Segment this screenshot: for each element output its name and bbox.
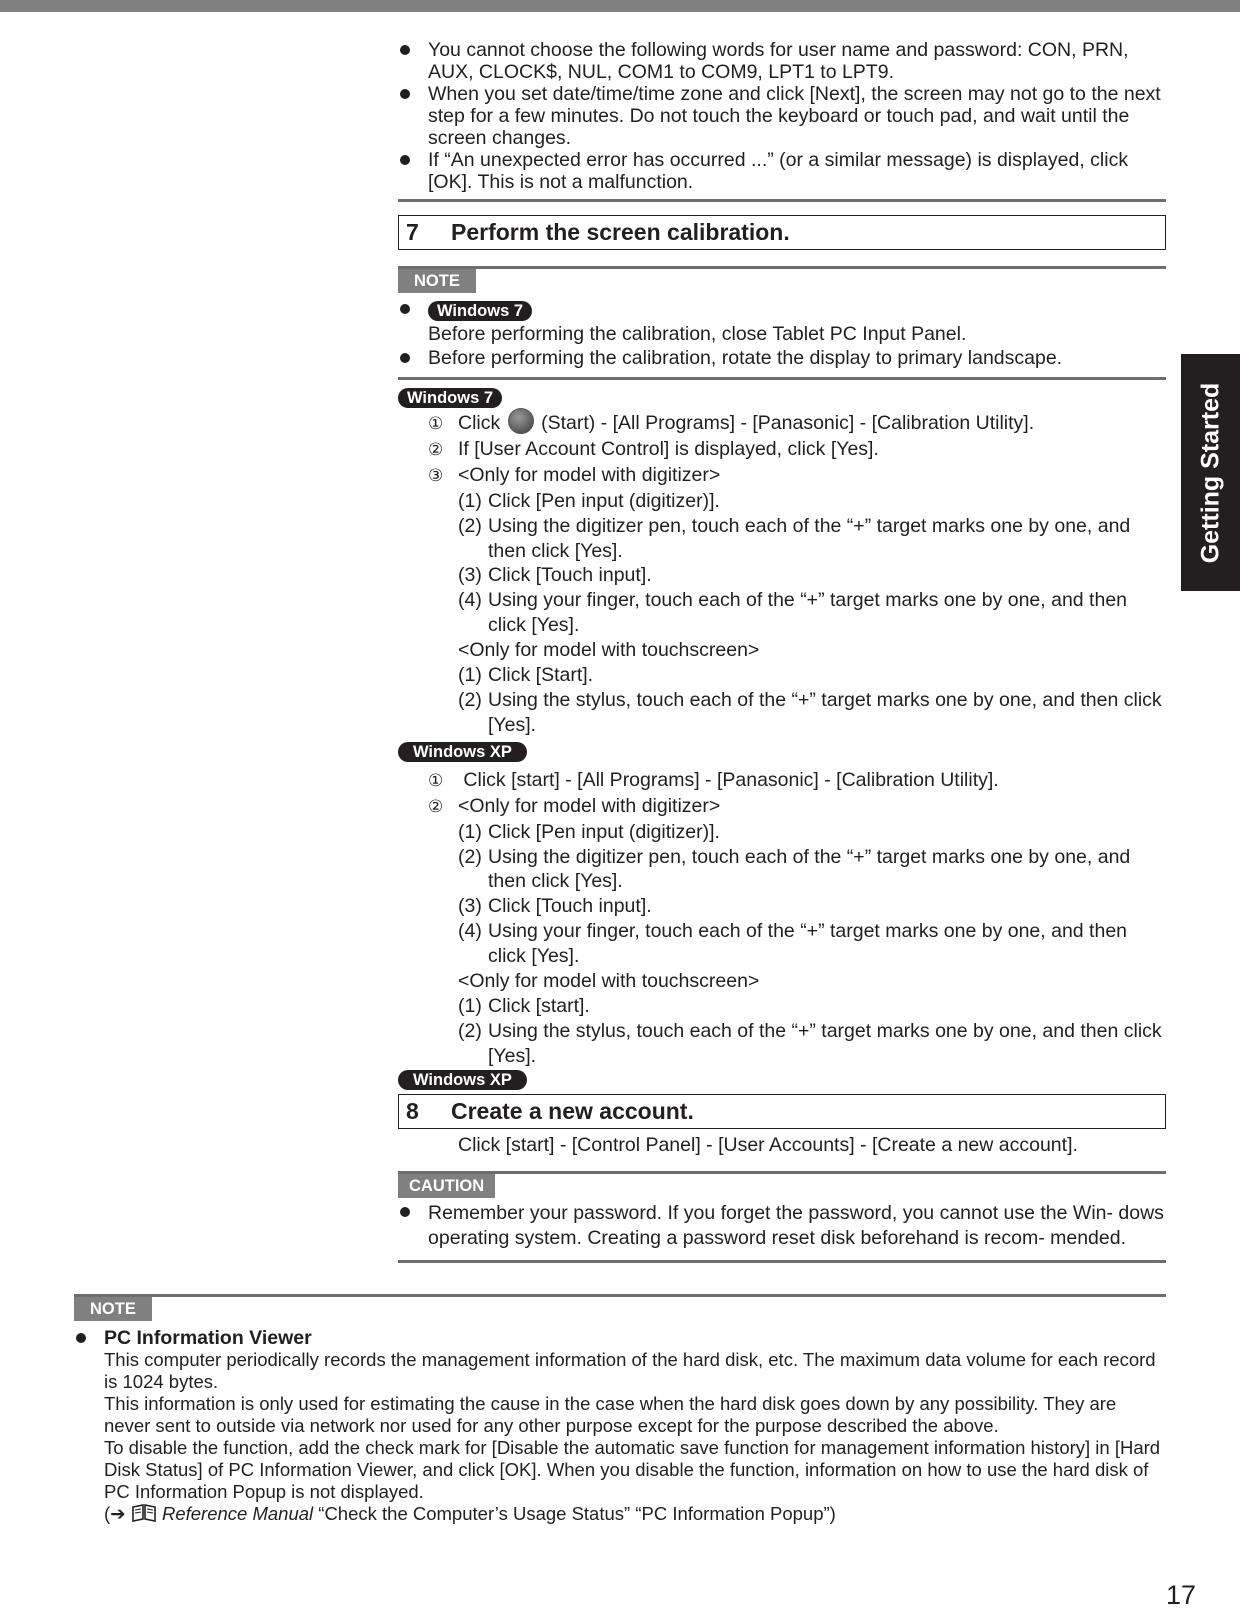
step-marker: ② <box>428 796 444 816</box>
step-line <box>398 408 1166 437</box>
step-line <box>398 463 1166 489</box>
reference-line <box>104 1503 1166 1526</box>
sub-step-text: Click [Touch input]. <box>488 895 652 918</box>
note-label: NOTE <box>398 269 476 293</box>
sub-step <box>398 588 1166 638</box>
sub-step-text: Using your finger, touch each of the “+” target marks one by one, and then click [Yes]. <box>488 589 1128 637</box>
sub-step <box>398 919 1166 969</box>
sub-step <box>398 563 1166 588</box>
list-item <box>398 298 1166 346</box>
list-item: Before performing the calibration, rotate the display to primary landscape. <box>398 347 1166 369</box>
note-bar <box>74 1294 1166 1321</box>
sub-step <box>398 663 1166 688</box>
divider <box>398 199 1166 202</box>
sub-step <box>398 489 1166 514</box>
step-text: <Only for model with digitizer> <box>458 794 721 817</box>
windows-7-badge: Windows 7 <box>398 388 502 408</box>
reference-text: “Check the Computer’s Usage Status” “PC Information Popup”) <box>318 1503 836 1524</box>
note-bar <box>398 266 1166 293</box>
sub-step-number: (1) <box>458 994 482 1017</box>
sub-step-text: Using the digitizer pen, touch each of the “+” target marks one by one, and then click [Yes]. <box>488 845 1131 893</box>
sub-step-text: Using your finger, touch each of the “+” target marks one by one, and then click [Yes]. <box>488 920 1128 968</box>
page-number: 17 <box>1166 1580 1197 1610</box>
sub-step-number: (2) <box>458 1019 482 1042</box>
caution-label: CAUTION <box>398 1174 495 1198</box>
step-marker: ② <box>428 439 444 459</box>
touchscreen-heading: <Only for model with touchscreen> <box>458 970 760 993</box>
step-8-text: Click [start] - [Control Panel] - [User Accounts] - [Create a new account]. <box>458 1133 1078 1156</box>
note-text: Before performing the calibration, close Tablet PC Input Panel. <box>428 323 967 345</box>
sub-step <box>398 894 1166 919</box>
main-column <box>398 39 1166 1263</box>
sub-step-number: (2) <box>458 845 482 868</box>
divider <box>398 1260 1166 1263</box>
sub-step-number: (1) <box>458 489 482 512</box>
sub-step-text: Using the stylus, touch each of the “+” target marks one by one, and then click [Yes]. <box>488 688 1162 736</box>
intro-bullets <box>398 39 1166 193</box>
step-7-header <box>398 215 1166 250</box>
touchscreen-heading: <Only for model with touchscreen> <box>458 639 760 662</box>
windows-xp-badge: Windows XP <box>398 1070 527 1090</box>
sub-step-text: Click [start]. <box>488 994 590 1017</box>
sub-step-number: (3) <box>458 895 482 918</box>
arrow-icon: ➔ <box>110 1504 126 1525</box>
list-item: Remember your password. If you forget the password, you cannot use the Win- dows operating system. Creating a password reset disk beforehand is recom- mended. <box>398 1201 1166 1251</box>
win7-steps <box>398 386 1166 738</box>
sub-step-text: Click [Touch input]. <box>488 564 652 587</box>
sub-step <box>398 845 1166 895</box>
step-title: Create a new account. <box>451 1097 694 1124</box>
top-bar <box>0 0 1240 12</box>
winxp-steps <box>398 738 1166 1069</box>
windows-7-badge: Windows 7 <box>428 301 532 321</box>
list-item: When you set date/time/time zone and click [Next], the screen may not go to the next step for a few minutes. Do not touch the keyboard or touch pad, and wait until the screen changes. <box>398 83 1166 149</box>
sub-step-text: Using the stylus, touch each of the “+” target marks one by one, and then click [Yes]. <box>488 1019 1162 1067</box>
step-number: 8 <box>406 1097 419 1124</box>
sub-step-number: (4) <box>458 920 482 943</box>
step-marker: ① <box>428 414 444 433</box>
step-text: <Only for model with digitizer> <box>458 463 721 486</box>
sub-step <box>398 1019 1166 1069</box>
sub-step-text: Using the digitizer pen, touch each of the “+” target marks one by one, and then click [Yes]. <box>488 514 1131 562</box>
caution-bullets <box>398 1201 1166 1251</box>
sub-step-text: Click [Pen input (digitizer)]. <box>488 489 720 512</box>
caution-bar <box>398 1171 1166 1198</box>
section-tab-label: Getting Started <box>1196 382 1224 563</box>
section-tab <box>1181 354 1240 591</box>
sub-step-number: (3) <box>458 564 482 587</box>
divider <box>398 377 1166 380</box>
windows-start-icon <box>508 408 534 434</box>
step-text: (Start) - [All Programs] - [Panasonic] - [Calibration Utility]. <box>541 412 1035 434</box>
note-paragraph: This information is only used for estimating the cause in the case when the hard disk goes down by any possibility. They are never sent to outside via network nor used for any other purpose except for the purpose described the above. <box>104 1393 1117 1436</box>
step-marker: ① <box>428 770 444 790</box>
sub-step-number: (1) <box>458 820 482 843</box>
step-text: If [User Account Control] is displayed, click [Yes]. <box>458 437 879 460</box>
paren: ( <box>104 1503 111 1524</box>
sub-step-text: Click [Start]. <box>488 664 594 687</box>
sub-step-text: Click [Pen input (digitizer)]. <box>488 820 720 843</box>
step-line <box>398 794 1166 820</box>
note-title: PC Information Viewer <box>104 1327 312 1349</box>
note-bullets <box>74 1327 1166 1526</box>
sub-step-number: (2) <box>458 688 482 711</box>
step-text: Click <box>458 412 501 434</box>
note-paragraph: This computer periodically records the management information of the hard disk, etc. The maximum data volume for each record is 1024 bytes. <box>104 1349 1156 1392</box>
step-line <box>398 768 1166 794</box>
sub-step-number: (2) <box>458 514 482 537</box>
sub-step <box>398 994 1166 1019</box>
step-marker: ③ <box>428 465 444 485</box>
pc-info-note <box>74 1327 1166 1526</box>
list-item <box>74 1327 1166 1526</box>
list-item: If “An unexpected error has occurred ...” (or a similar message) is displayed, click [OK]. This is not a malfunction. <box>398 149 1166 193</box>
list-item: You cannot choose the following words for user name and password: CON, PRN, AUX, CLOCK$, NUL, COM1 to COM9, LPT1 to LPT9. <box>398 39 1166 83</box>
sub-step <box>398 820 1166 845</box>
manual-name: Reference Manual <box>161 1503 314 1524</box>
sub-step <box>398 688 1166 738</box>
step-title: Perform the screen calibration. <box>451 219 790 245</box>
sub-step-number: (4) <box>458 589 482 612</box>
sub-step-number: (1) <box>458 664 482 687</box>
step-number: 7 <box>406 219 419 245</box>
step-line <box>398 437 1166 463</box>
windows-xp-badge: Windows XP <box>398 742 527 762</box>
reference-manual-icon <box>131 1503 157 1523</box>
sub-step <box>398 514 1166 564</box>
step-8-header <box>398 1094 1166 1129</box>
note-label: NOTE <box>74 1297 152 1321</box>
step-text: Click [start] - [All Programs] - [Panasonic] - [Calibration Utility]. <box>463 768 999 791</box>
note-paragraph: To disable the function, add the check mark for [Disable the automatic save function for management information history] in [Hard Disk Status] of PC Information Viewer, and click [OK]. When you disable the function, information on how to use the hard disk of PC Information Popup is not displayed. <box>104 1437 1161 1502</box>
note-bullets <box>398 298 1166 369</box>
